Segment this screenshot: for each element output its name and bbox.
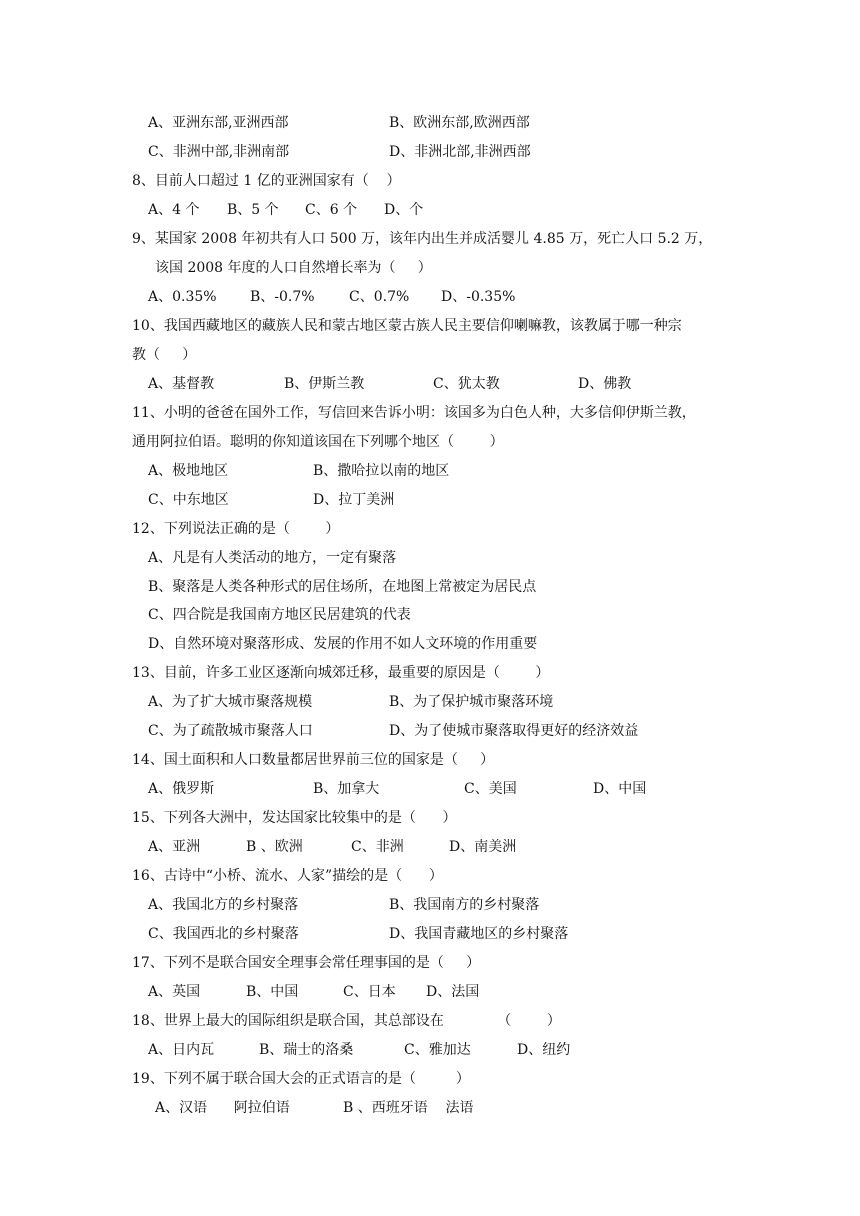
question-15-stem: 15、下列各大洲中，发达国家比较集中的是（ ） bbox=[132, 810, 457, 826]
q9-option-c: C、0.7% bbox=[349, 289, 410, 305]
q19-option-b: B 、西班牙语 法语 bbox=[343, 1100, 474, 1116]
question-12-stem: 12、下列说法正确的是（ ） bbox=[132, 521, 340, 537]
q15-option-a: A、亚洲 bbox=[148, 839, 201, 855]
q12-option-c: C、四合院是我国南方地区民居建筑的代表 bbox=[148, 607, 411, 623]
question-11-stem-cont: 通用阿拉伯语。聪明的你知道该国在下列哪个地区（ ） bbox=[132, 434, 504, 450]
q13-option-a: A、为了扩大城市聚落规模 bbox=[148, 694, 313, 710]
q7-option-c: C、非洲中部,非洲南部 bbox=[148, 144, 290, 160]
question-10-stem: 10、我国西藏地区的藏族人民和蒙古地区蒙古族人民主要信仰喇嘛教，该教属于哪一种宗 bbox=[132, 318, 682, 334]
q18-option-a: A、日内瓦 bbox=[148, 1042, 215, 1058]
question-11-stem: 11、小明的爸爸在国外工作，写信回来告诉小明：该国多为白色人种，大多信仰伊斯兰教， bbox=[132, 405, 696, 421]
q14-option-c: C、美国 bbox=[464, 781, 517, 797]
q19-option-a: A、汉语 阿拉伯语 bbox=[155, 1100, 290, 1116]
q16-option-a: A、我国北方的乡村聚落 bbox=[148, 897, 299, 913]
question-19-stem: 19、下列不属于联合国大会的正式语言的是（ ） bbox=[132, 1071, 470, 1087]
q8-option-b: B、5 个 bbox=[227, 202, 279, 218]
q11-option-c: C、中东地区 bbox=[148, 492, 229, 508]
q10-option-d: D、佛教 bbox=[578, 376, 632, 392]
q7-option-a: A、亚洲东部,亚洲西部 bbox=[148, 115, 289, 131]
q16-option-b: B、我国南方的乡村聚落 bbox=[389, 897, 540, 913]
q17-option-b: B、中国 bbox=[246, 984, 299, 1000]
q11-option-a: A、极地地区 bbox=[148, 463, 229, 479]
q13-option-b: B、为了保护城市聚落环境 bbox=[389, 694, 554, 710]
q10-option-c: C、犹太教 bbox=[433, 376, 500, 392]
q10-option-b: B、伊斯兰教 bbox=[284, 376, 365, 392]
q14-option-a: A、俄罗斯 bbox=[148, 781, 215, 797]
q17-option-d: D、法国 bbox=[426, 984, 480, 1000]
q9-option-a: A、0.35% bbox=[148, 289, 217, 305]
q14-option-d: D、中国 bbox=[593, 781, 647, 797]
q12-option-a: A、凡是有人类活动的地方，一定有聚落 bbox=[148, 550, 397, 566]
question-14-stem: 14、国土面积和人口数量都居世界前三位的国家是（ ） bbox=[132, 752, 495, 768]
question-8-stem: 8、目前人口超过 1 亿的亚洲国家有（ ） bbox=[132, 173, 401, 189]
question-17-stem: 17、下列不是联合国安全理事会常任理事国的是（ ） bbox=[132, 955, 481, 971]
q10-option-a: A、基督教 bbox=[148, 376, 215, 392]
q12-option-d: D、自然环境对聚落形成、发展的作用不如人文环境的作用重要 bbox=[148, 636, 538, 652]
q13-option-c: C、为了疏散城市聚落人口 bbox=[148, 723, 313, 739]
q12-option-b: B、聚落是人类各种形式的居住场所，在地图上常被定为居民点 bbox=[148, 579, 537, 595]
q11-option-d: D、拉丁美洲 bbox=[313, 492, 395, 508]
q7-option-b: B、欧洲东部,欧洲西部 bbox=[389, 115, 530, 131]
q14-option-b: B、加拿大 bbox=[313, 781, 380, 797]
q16-option-d: D、我国青藏地区的乡村聚落 bbox=[389, 926, 569, 942]
q16-option-c: C、我国西北的乡村聚落 bbox=[148, 926, 299, 942]
q18-option-b: B、瑞士的洛桑 bbox=[259, 1042, 354, 1058]
question-16-stem: 16、古诗中“小桥、流水、人家”描绘的是（ ） bbox=[132, 868, 443, 884]
q15-option-b: B 、欧洲 bbox=[246, 839, 303, 855]
q18-option-d: D、纽约 bbox=[517, 1042, 571, 1058]
question-10-stem-cont: 教（ ） bbox=[132, 347, 197, 363]
q18-option-c: C、雅加达 bbox=[404, 1042, 471, 1058]
q15-option-d: D、南美洲 bbox=[449, 839, 517, 855]
q17-option-c: C、日本 bbox=[343, 984, 396, 1000]
q15-option-c: C、非洲 bbox=[351, 839, 404, 855]
q8-option-c: C、6 个 bbox=[305, 202, 358, 218]
q9-option-d: D、-0.35% bbox=[441, 289, 516, 305]
question-9-stem: 9、某国家 2008 年初共有人口 500 万，该年内出生并成活婴儿 4.85 万，死亡人口 5.2 万， bbox=[132, 231, 713, 247]
question-13-stem: 13、目前，许多工业区逐渐向城郊迁移，最重要的原因是（ ） bbox=[132, 665, 550, 681]
question-18-stem: 18、世界上最大的国际组织是联合国，其总部设在 （ ） bbox=[132, 1013, 561, 1029]
q7-option-d: D、非洲北部,非洲西部 bbox=[389, 144, 531, 160]
q13-option-d: D、为了使城市聚落取得更好的经济效益 bbox=[389, 723, 639, 739]
question-9-stem-cont: 该国 2008 年度的人口自然增长率为（ ） bbox=[155, 260, 432, 276]
q8-option-a: A、4 个 bbox=[148, 202, 200, 218]
q8-option-d: D、个 bbox=[384, 202, 424, 218]
q9-option-b: B、-0.7% bbox=[250, 289, 315, 305]
q17-option-a: A、英国 bbox=[148, 984, 201, 1000]
q11-option-b: B、撒哈拉以南的地区 bbox=[313, 463, 450, 479]
